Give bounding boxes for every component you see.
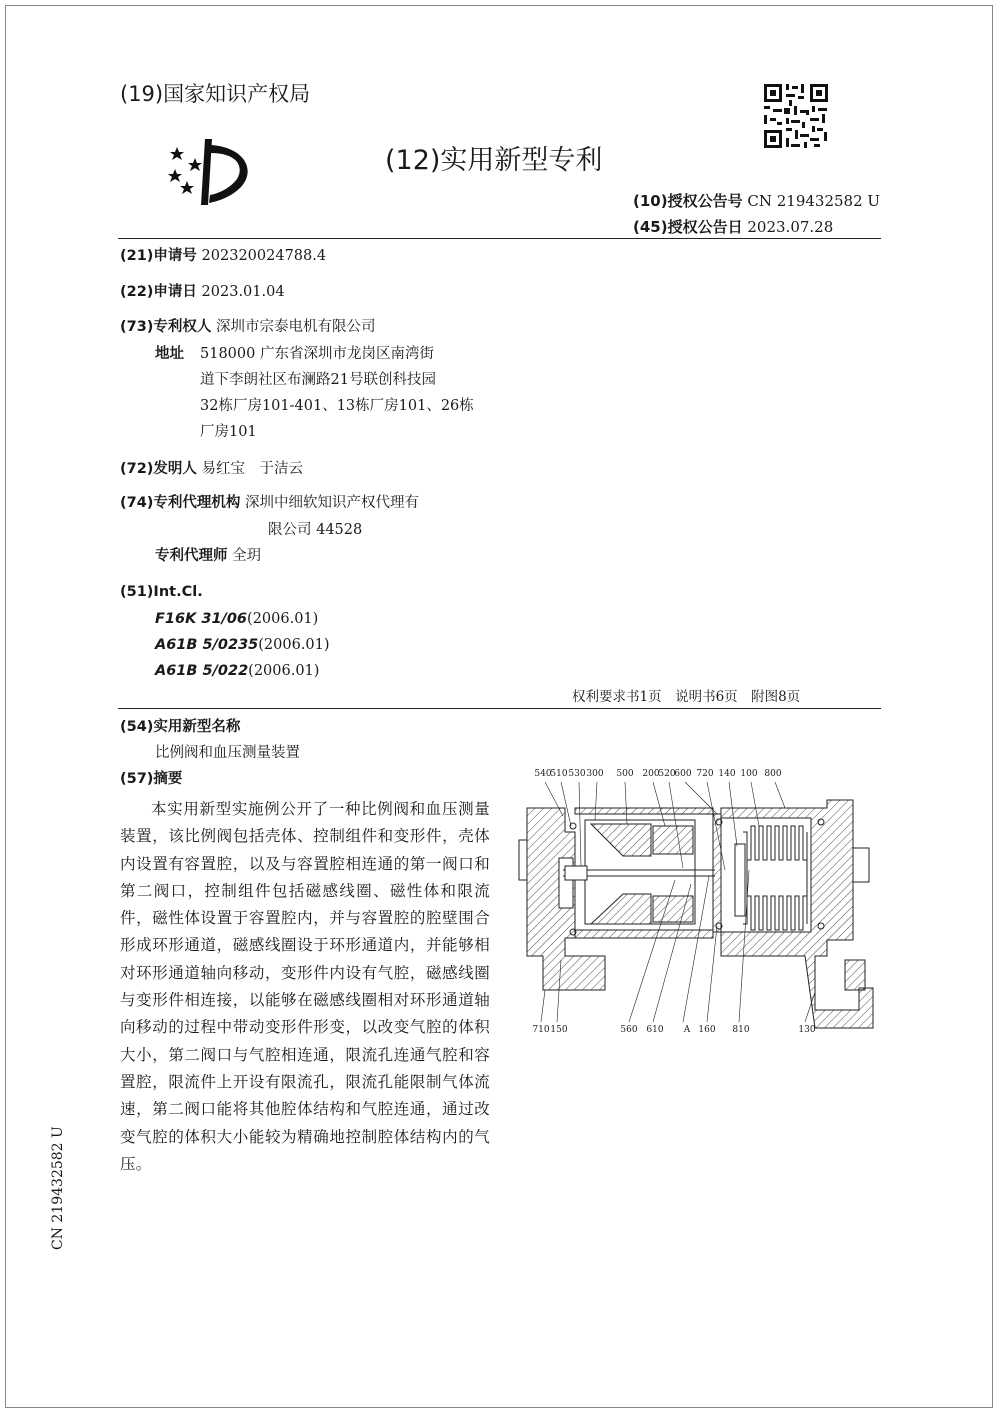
section-divider: [118, 708, 881, 709]
ipc-code: F16K 31/06: [155, 611, 248, 627]
agent: 全玥: [232, 548, 262, 564]
abstract-text: 本实用新型实施例公开了一种比例阀和血压测量装置，该比例阀包括壳体、控制组件和变形件，壳体内设置有容置腔，以及与容置腔相连通的第一阀口和第二阀口，控制组件包括磁感线圈、磁性体和限流件，磁性体设置于容置腔内，并与容置腔的腔壁围合形成环形通道，磁感线圈设于环形通道内，并能够相对环形通道轴向移动，变形件内设有气腔，磁感线圈与变形件相连接，以能够在磁感线圈相对环形通道轴向移动的过程中带动变形件形变，以改变气腔的体积大小，第二阀口与气腔相连通，限流孔连通气腔和容置腔，限流件上开设有限流孔，限流孔能限制气体流速，第二阀口能将其他腔体结构和气腔连通，通过改变气腔的体积大小能较为精确地控制腔体结构内的气压。: [120, 800, 490, 1173]
figure-ref-label: 200: [642, 769, 660, 779]
int-cl-label: (51)Int.Cl.: [120, 584, 203, 600]
ipc-entry: [155, 663, 319, 679]
figure-ref-label: 300: [586, 769, 604, 779]
pub-number-label: (10)授权公告号: [633, 192, 743, 210]
figure-ref-label: 150: [550, 1025, 568, 1035]
agency-line: 深圳中细软知识产权代理有: [245, 495, 420, 511]
agency-line: 限公司 44528: [268, 522, 363, 538]
app-date-label: (22)申请日: [120, 284, 197, 300]
figure-ref-label: 810: [732, 1025, 750, 1035]
ipc-entry: [155, 611, 318, 627]
address-line: 道下李朗社区布澜路21号联创科技园: [200, 372, 436, 388]
address-label: 地址: [155, 346, 184, 362]
office-name: (19)国家知识产权局: [120, 82, 311, 106]
figure-ref-label: 710: [532, 1025, 550, 1035]
ipc-entry: [155, 637, 330, 653]
ipc-version: (2006.01): [248, 663, 320, 679]
address-line: 32栋厂房101-401、13栋厂房101、26栋: [200, 398, 474, 414]
patentee: 深圳市宗泰电机有限公司: [216, 319, 376, 335]
page-counts: 权利要求书1页 说明书6页 附图8页: [572, 689, 801, 705]
figure-ref-label: 100: [740, 769, 758, 779]
figure-ref-label: 800: [764, 769, 782, 779]
figure-ref-label: 720: [696, 769, 714, 779]
pub-date: 2023.07.28: [747, 218, 834, 236]
qr-code-icon: [762, 82, 830, 150]
figure-ref-label: 140: [718, 769, 736, 779]
figure-ref-label: 610: [646, 1025, 664, 1035]
header-divider: [118, 238, 881, 239]
figure-ref-label: 600: [674, 769, 692, 779]
cnipa-logo-icon: [165, 135, 260, 210]
agency-label: (74)专利代理机构: [120, 495, 241, 511]
address-line: 518000 广东省深圳市龙岗区南湾街: [200, 346, 434, 362]
agent-label: 专利代理师: [155, 548, 228, 564]
ipc-code: A61B 5/0235: [155, 637, 259, 653]
figure-ref-label: 530: [568, 769, 586, 779]
page-border: [5, 5, 993, 1408]
pub-date-label: (45)授权公告日: [633, 218, 743, 236]
pub-number: CN 219432582 U: [747, 192, 881, 210]
title-label: (54)实用新型名称: [120, 719, 241, 735]
figure-ref-label: 500: [616, 769, 634, 779]
ipc-version: (2006.01): [247, 611, 319, 627]
address-line: 厂房101: [200, 424, 257, 440]
app-no: 202320024788.4: [201, 248, 327, 264]
figure-ref-label: A: [683, 1025, 691, 1035]
figure-ref-label: 130: [798, 1025, 816, 1035]
app-no-label: (21)申请号: [120, 248, 197, 264]
ipc-code: A61B 5/022: [155, 663, 249, 679]
patentee-label: (73)专利权人: [120, 319, 212, 335]
figure-ref-label: 560: [620, 1025, 638, 1035]
app-date: 2023.01.04: [201, 284, 285, 300]
abstract-label: (57)摘要: [120, 771, 183, 787]
utility-model-title: 比例阀和血压测量装置: [155, 745, 300, 761]
figure-ref-label: 540: [534, 769, 552, 779]
document-type: (12)实用新型专利: [385, 145, 603, 176]
ipc-version: (2006.01): [258, 637, 330, 653]
inventor-label: (72)发明人: [120, 461, 197, 477]
address: [200, 341, 500, 445]
valve-cross-section-figure: [515, 760, 885, 1040]
figure-ref-label: 510: [550, 769, 568, 779]
side-publication-number: CN 219432582 U: [50, 1126, 66, 1250]
figure-ref-label: 160: [698, 1025, 716, 1035]
inventors: 易红宝 于洁云: [201, 461, 304, 477]
figure-ref-label: 520: [658, 769, 676, 779]
